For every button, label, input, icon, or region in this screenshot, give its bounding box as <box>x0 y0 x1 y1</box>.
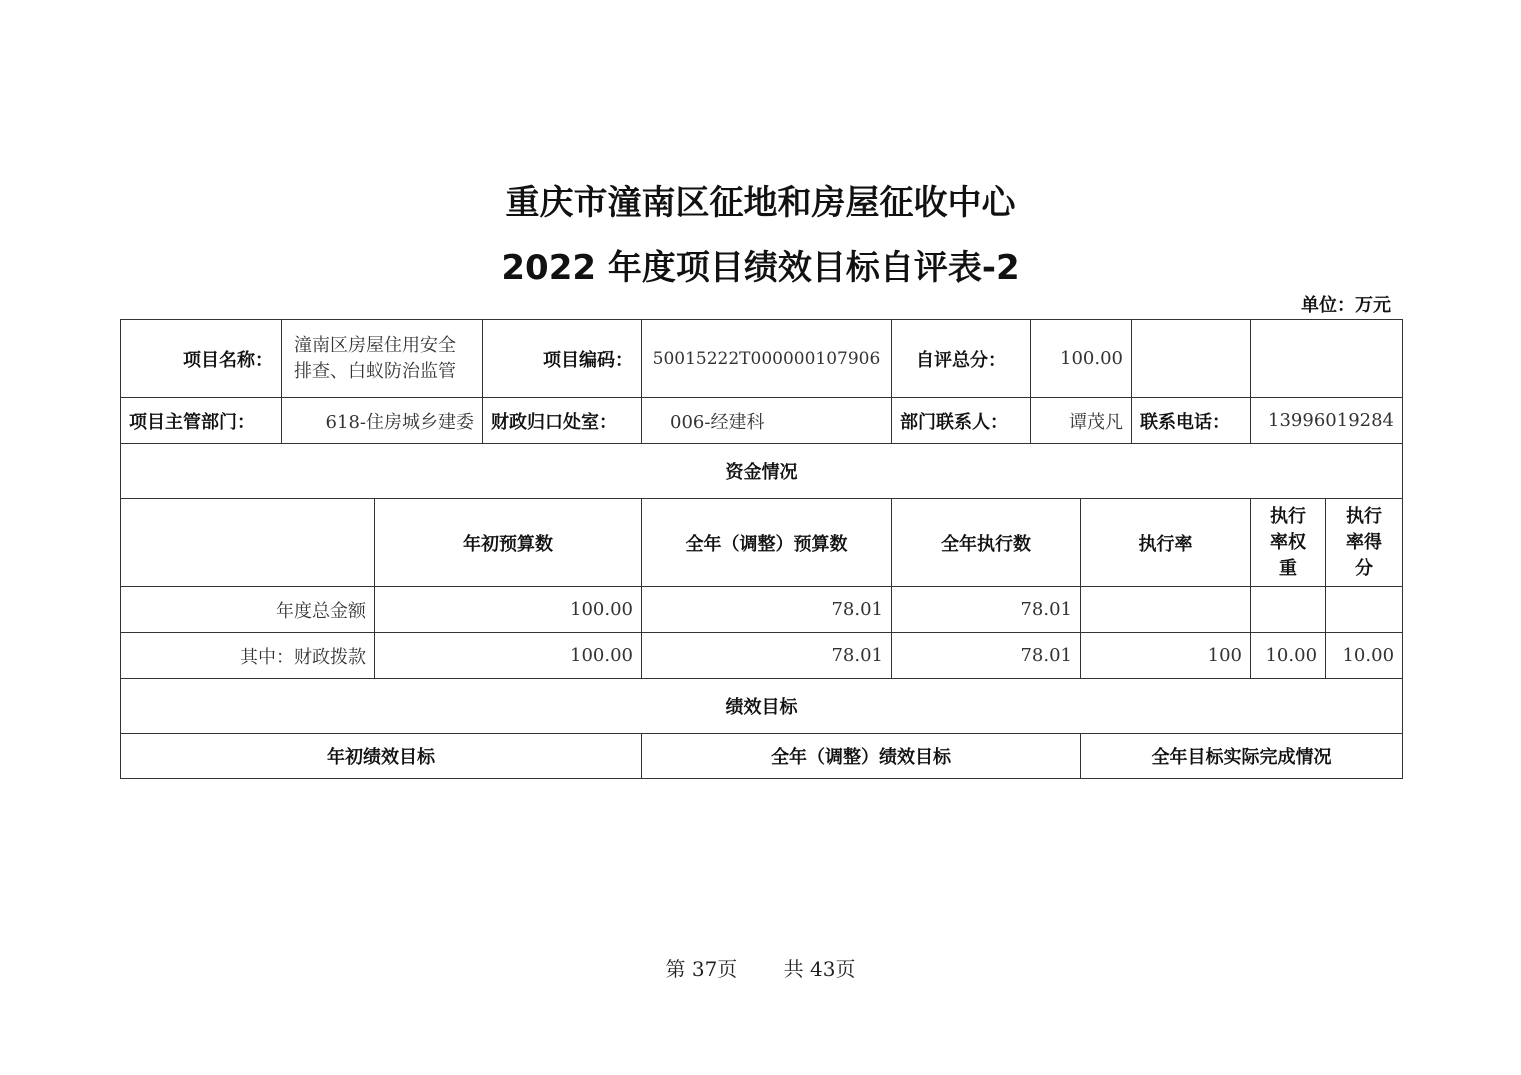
funds-row-score: 10.00 <box>1326 633 1403 679</box>
project-name-label: 项目名称： <box>121 320 282 398</box>
funds-row-rate: 100 <box>1081 633 1251 679</box>
funds-header-weight: 执行率权重 <box>1251 499 1326 587</box>
performance-header-actual: 全年目标实际完成情况 <box>1081 734 1403 779</box>
performance-section-row <box>121 679 1403 734</box>
page-total: 共 43页 <box>783 957 856 981</box>
funds-header-executed: 全年执行数 <box>892 499 1081 587</box>
contact-person-value: 谭茂凡 <box>1031 398 1132 444</box>
empty-cell <box>121 499 375 587</box>
funds-header-row <box>121 499 1403 587</box>
funds-header-score: 执行率得分 <box>1326 499 1403 587</box>
funds-row-label: 年度总金额 <box>121 587 375 633</box>
contact-person-label: 部门联系人： <box>892 398 1031 444</box>
department-value: 618-住房城乡建委 <box>282 398 483 444</box>
funds-row-executed: 78.01 <box>892 587 1081 633</box>
performance-header-row <box>121 734 1403 779</box>
page-footer <box>0 953 1521 982</box>
project-code-value: 50015222T000000107906 <box>642 320 892 398</box>
performance-header-initial: 年初绩效目标 <box>121 734 642 779</box>
funds-row-weight: 10.00 <box>1251 633 1326 679</box>
funds-row-total <box>121 587 1403 633</box>
funds-row-rate <box>1081 587 1251 633</box>
empty-cell <box>1132 320 1251 398</box>
self-score-label: 自评总分： <box>892 320 1031 398</box>
funds-row-budget: 100.00 <box>375 587 642 633</box>
funds-row-label: 其中：财政拨款 <box>121 633 375 679</box>
funds-row-budget: 100.00 <box>375 633 642 679</box>
performance-section-title: 绩效目标 <box>121 679 1403 734</box>
funds-section-title: 资金情况 <box>121 444 1403 499</box>
project-info-row <box>121 320 1403 398</box>
funds-row-score <box>1326 587 1403 633</box>
department-info-row <box>121 398 1403 444</box>
funds-header-rate: 执行率 <box>1081 499 1251 587</box>
funds-header-budget: 年初预算数 <box>375 499 642 587</box>
document-title-line1: 重庆市潼南区征地和房屋征收中心 <box>505 183 1016 223</box>
department-label: 项目主管部门： <box>121 398 282 444</box>
phone-label: 联系电话： <box>1132 398 1251 444</box>
project-name-value: 潼南区房屋住用安全排查、白蚁防治监管 <box>282 320 483 398</box>
funds-header-adjusted: 全年（调整）预算数 <box>642 499 892 587</box>
funds-row-adjusted: 78.01 <box>642 587 892 633</box>
funds-row-adjusted: 78.01 <box>642 633 892 679</box>
funds-row-fiscal <box>121 633 1403 679</box>
evaluation-table <box>120 319 1403 779</box>
project-code-label: 项目编码： <box>483 320 642 398</box>
unit-label: 单位：万元 <box>1301 295 1391 316</box>
self-score-value: 100.00 <box>1031 320 1132 398</box>
page-number: 第 37页 <box>665 957 738 981</box>
funds-row-weight <box>1251 587 1326 633</box>
empty-cell <box>1251 320 1403 398</box>
performance-header-adjusted: 全年（调整）绩效目标 <box>642 734 1081 779</box>
finance-office-value: 006-经建科 <box>642 398 892 444</box>
funds-row-executed: 78.01 <box>892 633 1081 679</box>
phone-value: 13996019284 <box>1251 398 1403 444</box>
funds-section-row <box>121 444 1403 499</box>
finance-office-label: 财政归口处室： <box>483 398 642 444</box>
document-title-line2: 2022 年度项目绩效目标自评表-2 <box>501 248 1020 288</box>
